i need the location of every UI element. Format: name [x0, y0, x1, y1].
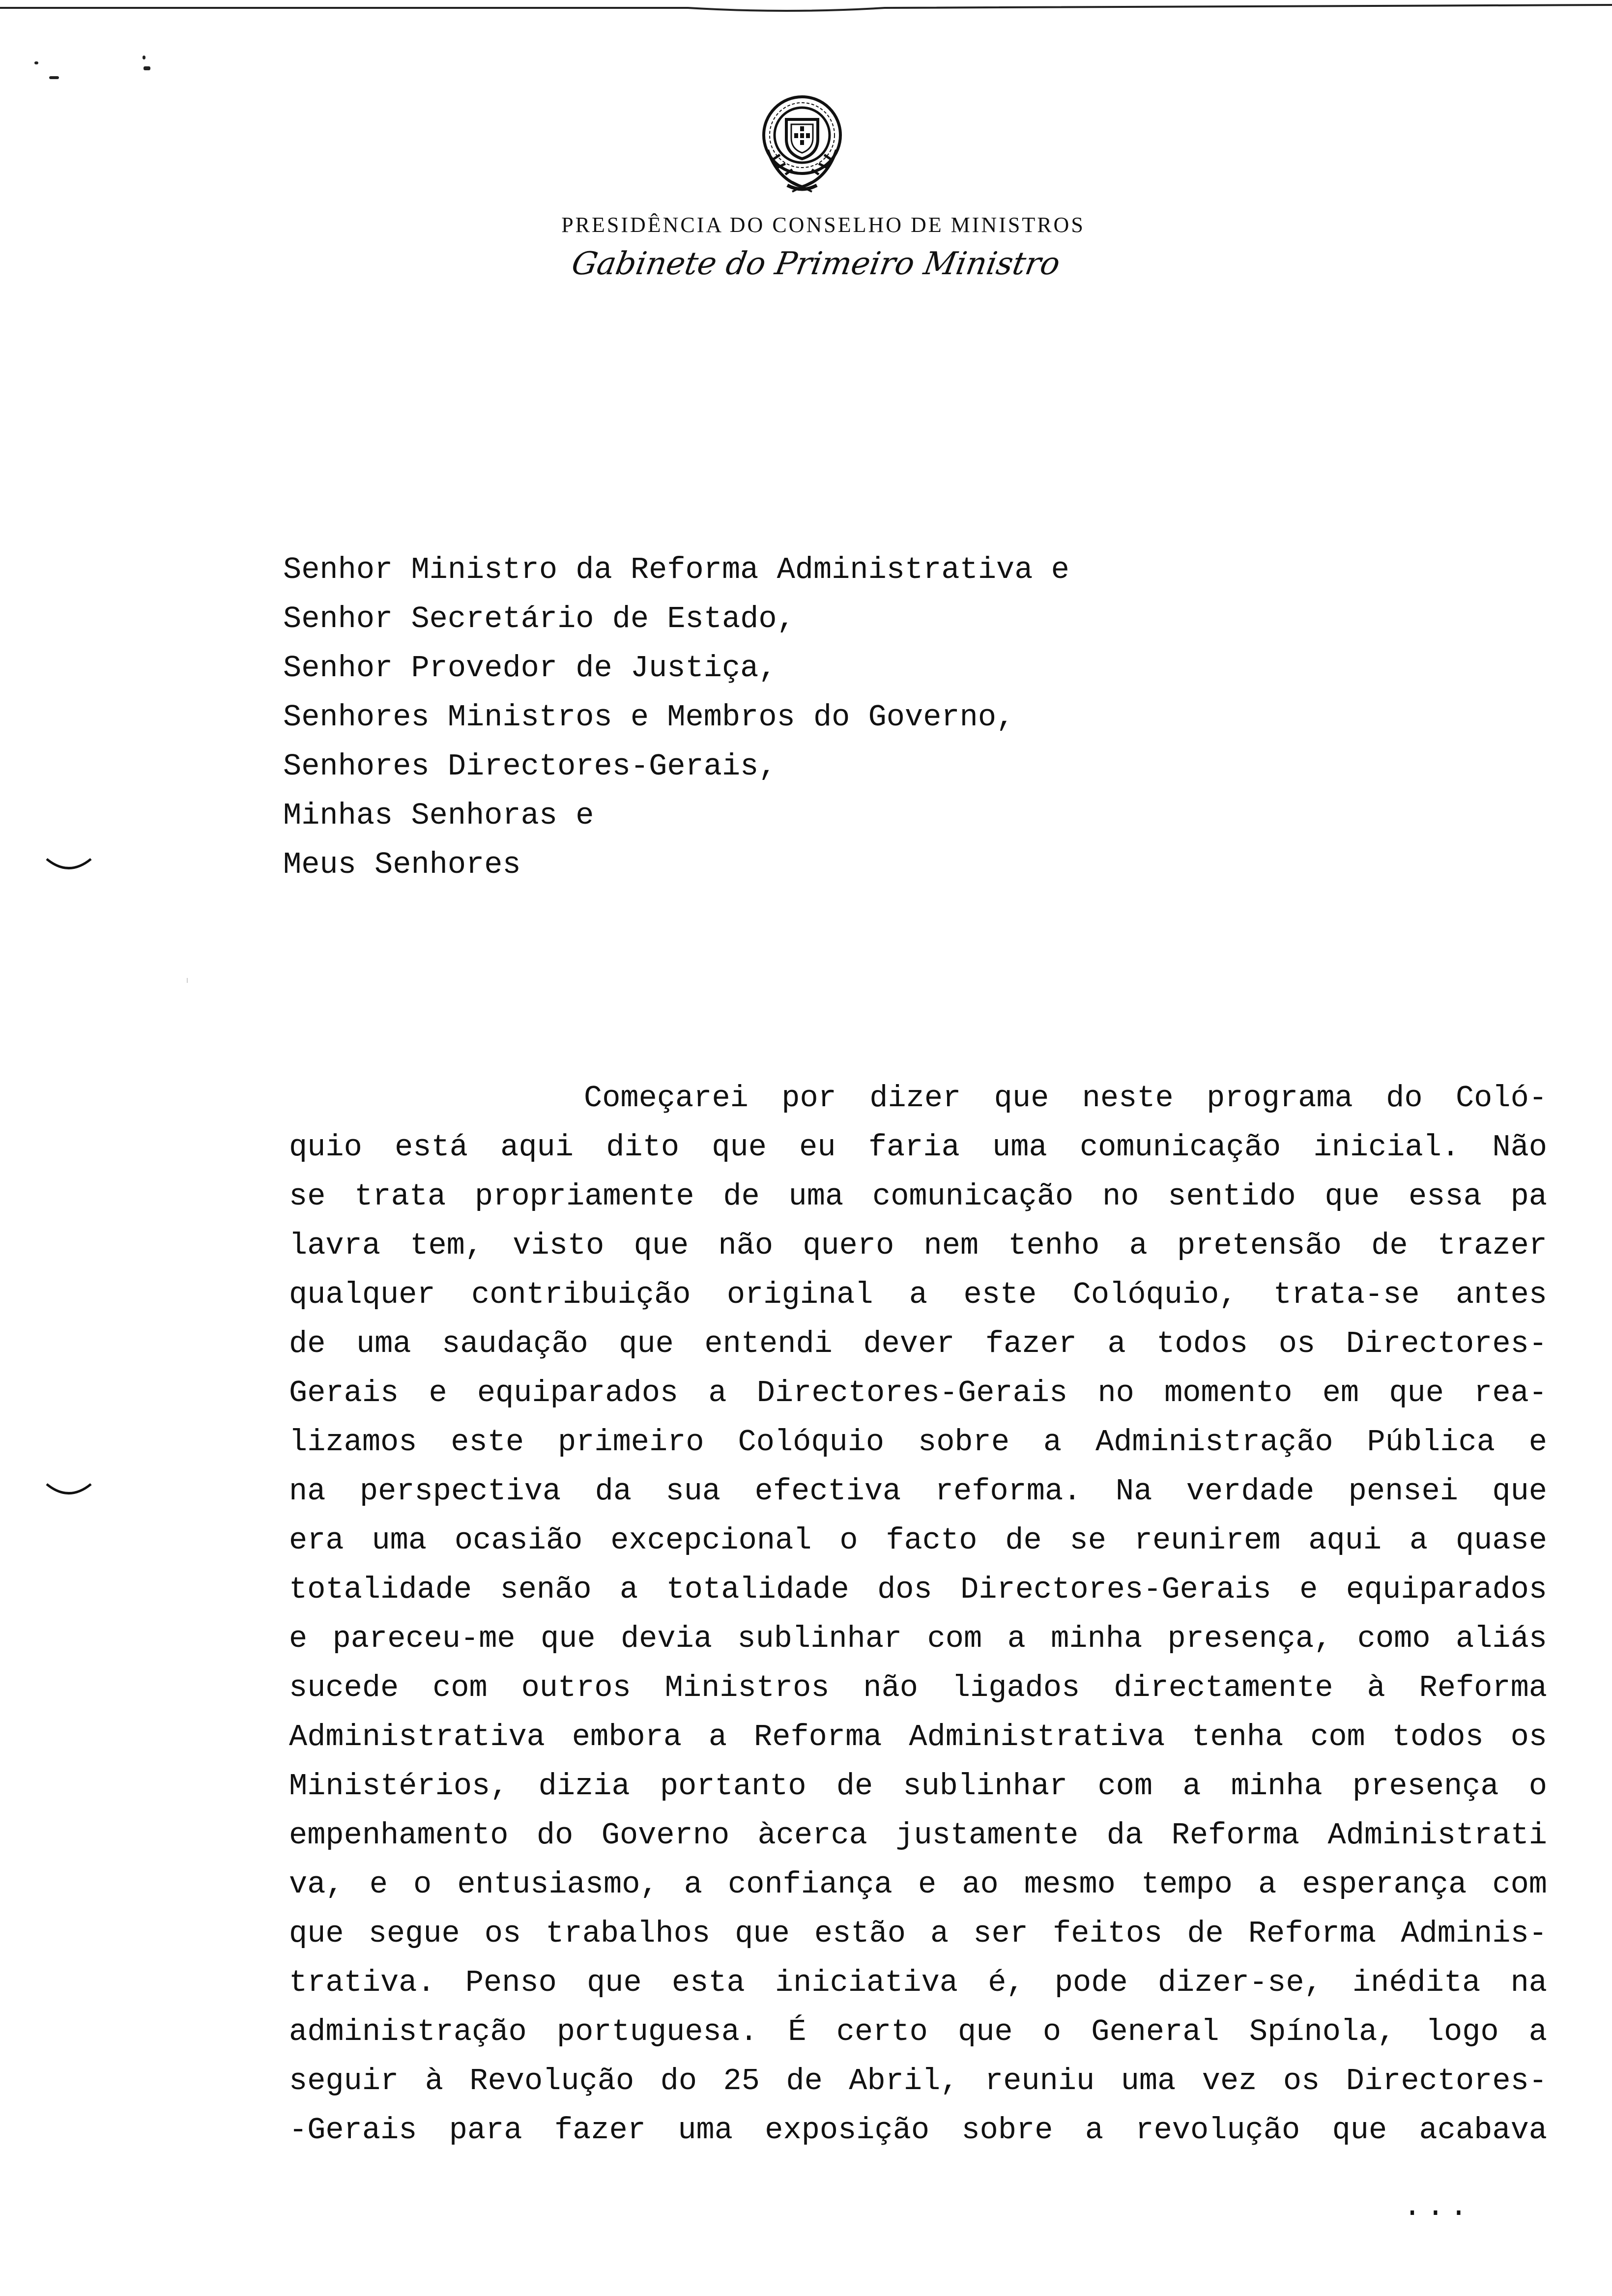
- body-line: se trata propriamente de uma comunicação no sentido que essa pa: [289, 1179, 1547, 1214]
- body-line: seguir à Revolução do 25 de Abril, reuniu uma vez os Directores-: [289, 2064, 1547, 2098]
- portuguese-coat-of-arms-icon: [743, 81, 861, 199]
- margin-mark: [44, 1480, 93, 1500]
- body-line: lavra tem, visto que não quero nem tenho a pretensão de trazer: [289, 1228, 1547, 1263]
- body-line: que segue os trabalhos que estão a ser feitos de Reforma Adminis-: [289, 1916, 1547, 1951]
- top-edge-line: [0, 3, 1612, 14]
- body-line: va, e o entusiasmo, a confiança e ao mesmo tempo a esperança com: [289, 1867, 1547, 1902]
- salutation-line: Senhor Secretário de Estado,: [283, 602, 795, 636]
- body-line: Administrativa embora a Reforma Administrativa tenha com todos os: [289, 1720, 1547, 1754]
- body-line: empenhamento do Governo àcerca justamente da Reforma Administrati: [289, 1818, 1547, 1853]
- body-line: Gerais e equiparados a Directores-Gerais no momento em que rea-: [289, 1376, 1547, 1410]
- margin-mark: [44, 855, 93, 875]
- body-line: totalidade senão a totalidade dos Directores-Gerais e equiparados: [289, 1572, 1547, 1607]
- office-subheader: Gabinete do Primeiro Ministro: [569, 246, 1063, 282]
- body-line: de uma saudação que entendi dever fazer a todos os Directores-: [289, 1326, 1547, 1361]
- body-line: trativa. Penso que esta iniciativa é, pode dizer-se, inédita na: [289, 1965, 1547, 2000]
- body-line: administração portuguesa. É certo que o General Spínola, logo a: [289, 2014, 1547, 2049]
- body-line: quio está aqui dito que eu faria uma comunicação inicial. Não: [289, 1130, 1547, 1165]
- page-continuation-marker: ...: [1403, 2189, 1473, 2224]
- salutation-line: Meus Senhores: [283, 847, 521, 882]
- salutation-line: Minhas Senhoras e: [283, 798, 594, 833]
- body-line: Ministérios, dizia portanto de sublinhar com a minha presença o: [289, 1769, 1547, 1804]
- body-line: -Gerais para fazer uma exposição sobre a revolução que acabava: [289, 2113, 1547, 2148]
- speech-body: [289, 1074, 1547, 2155]
- body-line: qualquer contribuição original a este Colóquio, trata-se antes: [289, 1277, 1547, 1312]
- body-line: Começarei por dizer que neste programa do Coló-: [584, 1081, 1547, 1116]
- scan-dot: [187, 978, 188, 983]
- institution-header: PRESIDÊNCIA DO CONSELHO DE MINISTROS: [561, 213, 1085, 237]
- salutation-line: Senhores Ministros e Membros do Governo,: [283, 700, 1015, 735]
- salutation-line: Senhor Provedor de Justiça,: [283, 651, 777, 686]
- salutation-line: Senhor Ministro da Reforma Administrativa e: [283, 552, 1069, 587]
- body-line: era uma ocasião excepcional o facto de se reunirem aqui a quase: [289, 1523, 1547, 1558]
- body-line: lizamos este primeiro Colóquio sobre a Administração Pública e: [289, 1425, 1547, 1460]
- body-line: e pareceu-me que devia sublinhar com a minha presença, como aliás: [289, 1621, 1547, 1656]
- body-line: sucede com outros Ministros não ligados directamente à Reforma: [289, 1670, 1547, 1705]
- salutation-block: [283, 545, 1069, 890]
- salutation-line: Senhores Directores-Gerais,: [283, 749, 777, 784]
- body-line: na perspectiva da sua efectiva reforma. Na verdade pensei que: [289, 1474, 1547, 1509]
